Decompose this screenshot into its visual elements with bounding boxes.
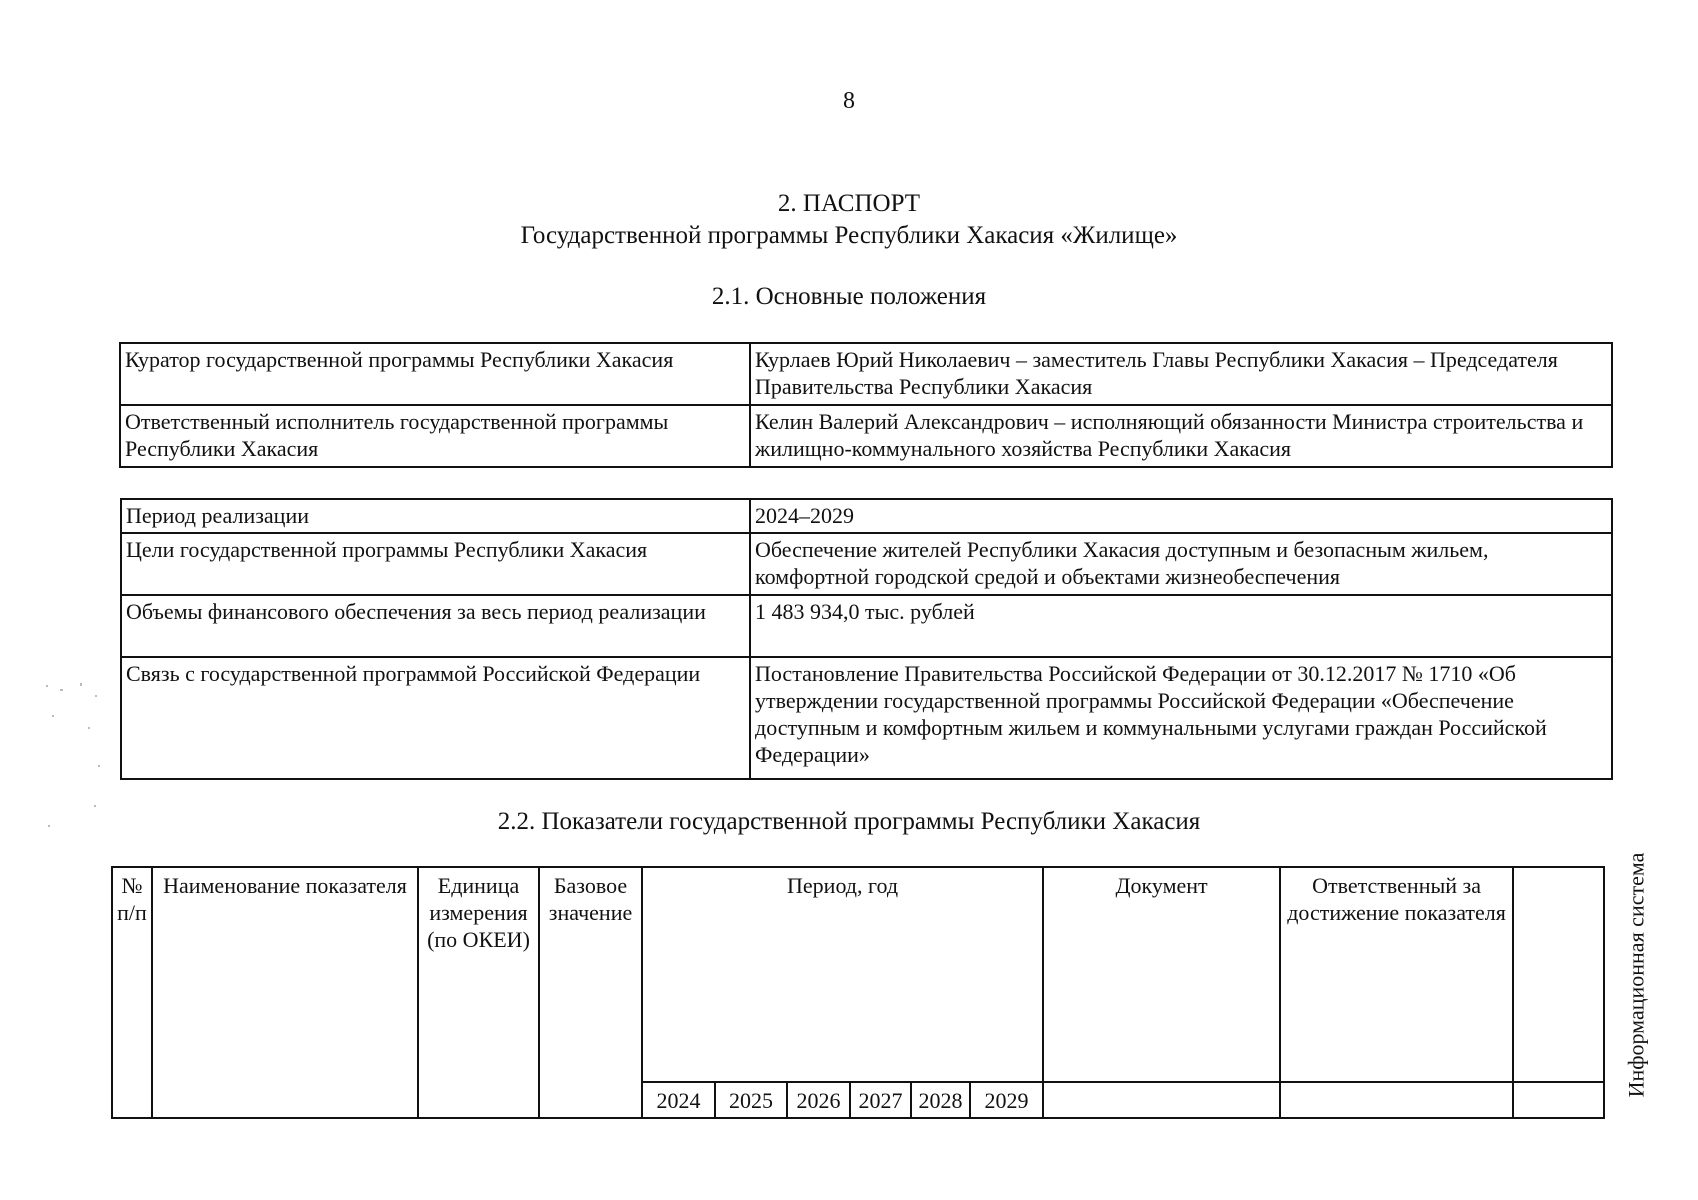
empty-cell xyxy=(1043,1082,1280,1118)
header-information-system xyxy=(1513,852,1649,1098)
row-value: Келин Валерий Александрович – исполняющий обязанности Министра строительства и жилищно-коммунального хозяйства Республики Хакасия xyxy=(750,405,1612,467)
header-base-value: Базовое значение xyxy=(539,867,642,1118)
table-header-row xyxy=(112,867,1604,1082)
header-information-system-label: Информационная система xyxy=(1623,852,1649,1098)
header-period: Период, год xyxy=(642,867,1043,1082)
table-row xyxy=(121,657,1612,779)
scan-artifact xyxy=(40,675,110,875)
row-value: Обеспечение жителей Республики Хакасия доступным и безопасным жильем, комфортной городской средой и объектами жизнеобеспечения xyxy=(750,533,1612,595)
row-value: Постановление Правительства Российской Федерации от 30.12.2017 № 1710 «Об утверждении государственной программы Российской Федерации «Обеспечение доступным и комфортным жильем и коммунальными услугами граждан Российской Федерации» xyxy=(750,657,1612,779)
row-label: Связь с государственной программой Российской Федерации xyxy=(121,657,750,779)
year-cell: 2027 xyxy=(850,1082,911,1118)
table-row xyxy=(121,533,1612,595)
basic-provisions-table xyxy=(119,342,1613,468)
section-title: 2. ПАСПОРТ xyxy=(777,190,921,217)
row-label: Цели государственной программы Республики Хакасия xyxy=(121,533,750,595)
table-row xyxy=(120,405,1612,467)
year-cell: 2028 xyxy=(911,1082,970,1118)
table-row xyxy=(121,595,1612,657)
row-value: Курлаев Юрий Николаевич – заместитель Главы Республики Хакасия – Председателя Правительства Республики Хакасия xyxy=(750,343,1612,405)
row-label: Куратор государственной программы Республики Хакасия xyxy=(120,343,750,405)
year-cell: 2024 xyxy=(642,1082,715,1118)
year-cell: 2026 xyxy=(787,1082,850,1118)
row-label: Ответственный исполнитель государственной программы Республики Хакасия xyxy=(120,405,750,467)
year-cell: 2025 xyxy=(715,1082,787,1118)
row-label: Период реализации xyxy=(121,499,750,533)
row-value: 2024–2029 xyxy=(750,499,1612,533)
subsection-title-indicators: 2.2. Показатели государственной программы Республики Хакасия xyxy=(497,808,1201,835)
header-responsible: Ответственный за достижение показателя xyxy=(1280,867,1513,1082)
empty-cell xyxy=(1513,1082,1604,1118)
row-label: Объемы финансового обеспечения за весь период реализации xyxy=(121,595,750,657)
page-number: 8 xyxy=(843,88,855,114)
header-unit: Единица измерения (по ОКЕИ) xyxy=(418,867,539,1118)
year-cell: 2029 xyxy=(970,1082,1043,1118)
empty-cell xyxy=(1280,1082,1513,1118)
program-info-table xyxy=(120,498,1613,780)
header-num: № п/п xyxy=(112,867,152,1118)
header-document: Документ xyxy=(1043,867,1280,1082)
table-row xyxy=(121,499,1612,533)
program-title: Государственной программы Республики Хакасия «Жилище» xyxy=(520,222,1178,249)
header-name: Наименование показателя xyxy=(152,867,418,1118)
row-value: 1 483 934,0 тыс. рублей xyxy=(750,595,1612,657)
subsection-title-basic: 2.1. Основные положения xyxy=(711,283,987,310)
table-row xyxy=(120,343,1612,405)
indicators-table xyxy=(111,852,1649,1119)
